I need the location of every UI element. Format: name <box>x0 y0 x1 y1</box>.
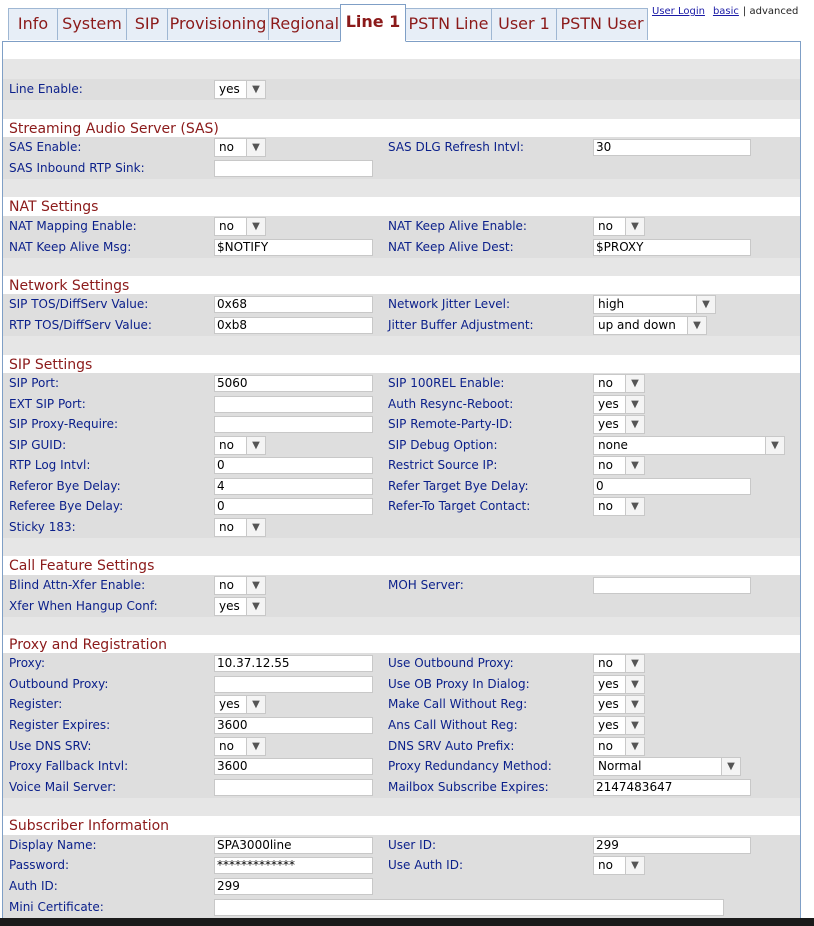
chevron-down-icon: ▼ <box>625 676 644 693</box>
spacer <box>3 100 800 120</box>
jitter-buffer-select[interactable]: up and down ▼ <box>593 316 707 335</box>
user-id-label: User ID: <box>388 838 436 852</box>
spacer <box>3 336 800 356</box>
sip-100rel-label: SIP 100REL Enable: <box>388 376 505 390</box>
use-outbound-proxy-select[interactable]: no ▼ <box>593 654 645 673</box>
row-mini-certificate <box>3 897 800 918</box>
section-call-feature <box>3 556 800 577</box>
sip-remote-party-select[interactable]: yes ▼ <box>593 415 645 434</box>
sas-enable-select[interactable]: no ▼ <box>214 138 266 157</box>
window-bottom-edge <box>0 918 814 926</box>
chevron-down-icon: ▼ <box>625 375 644 392</box>
spacer <box>3 538 800 558</box>
sip-proxy-require-input[interactable] <box>214 416 373 433</box>
tab-pstn-line[interactable]: PSTN Line <box>405 8 492 40</box>
chevron-down-icon: ▼ <box>625 396 644 413</box>
row-referee-bye <box>3 496 800 517</box>
rtp-tos-label: RTP TOS/DiffServ Value: <box>9 318 152 332</box>
refer-target-bye-input[interactable]: 0 <box>593 478 751 495</box>
chevron-down-icon: ▼ <box>625 416 644 433</box>
chevron-down-icon: ▼ <box>765 437 784 454</box>
spacer <box>3 42 800 59</box>
section-title: SIP Settings <box>9 357 93 373</box>
auth-id-label: Auth ID: <box>9 879 58 893</box>
proxy-fallback-label: Proxy Fallback Intvl: <box>9 759 129 773</box>
spacer <box>3 258 800 278</box>
chevron-down-icon: ▼ <box>625 857 644 874</box>
proxy-redundancy-label: Proxy Redundancy Method: <box>388 759 552 773</box>
use-outbound-proxy-label: Use Outbound Proxy: <box>388 656 514 670</box>
ext-sip-port-label: EXT SIP Port: <box>9 397 86 411</box>
row-register <box>3 694 800 715</box>
mini-certificate-input[interactable] <box>214 899 724 916</box>
nat-keepalive-msg-label: NAT Keep Alive Msg: <box>9 240 132 254</box>
row-sip-guid <box>3 435 800 456</box>
tab-system[interactable]: System <box>57 8 127 40</box>
chevron-down-icon: ▼ <box>721 758 740 775</box>
register-expires-input[interactable]: 3600 <box>214 717 373 734</box>
sticky-183-label: Sticky 183: <box>9 520 76 534</box>
row-sticky-183 <box>3 517 800 538</box>
tab-bar <box>0 0 814 42</box>
section-title: Proxy and Registration <box>9 637 168 653</box>
referee-bye-label: Referee Bye Delay: <box>9 499 124 513</box>
register-expires-label: Register Expires: <box>9 718 111 732</box>
sip-tos-input[interactable]: 0x68 <box>214 296 373 313</box>
sip-port-input[interactable]: 5060 <box>214 375 373 392</box>
ans-call-without-reg-label: Ans Call Without Reg: <box>388 718 518 732</box>
nat-keepalive-dest-input[interactable]: $PROXY <box>593 239 751 256</box>
top-links <box>652 6 798 17</box>
nat-mapping-label: NAT Mapping Enable: <box>9 219 137 233</box>
xfer-hangup-label: Xfer When Hangup Conf: <box>9 599 158 613</box>
nat-keepalive-enable-select[interactable]: no ▼ <box>593 217 645 236</box>
sas-inbound-rtp-sink-label: SAS Inbound RTP Sink: <box>9 161 145 175</box>
tab-provisioning[interactable]: Provisioning <box>167 8 269 40</box>
nat-keepalive-dest-label: NAT Keep Alive Dest: <box>388 240 514 254</box>
chevron-down-icon: ▼ <box>625 655 644 672</box>
nat-keepalive-msg-input[interactable]: $NOTIFY <box>214 239 373 256</box>
referor-bye-input[interactable]: 4 <box>214 478 373 495</box>
section-title: Network Settings <box>9 278 130 294</box>
row-voice-mail <box>3 777 800 798</box>
refer-target-bye-label: Refer Target Bye Delay: <box>388 479 529 493</box>
dns-srv-prefix-label: DNS SRV Auto Prefix: <box>388 739 515 753</box>
xfer-hangup-select[interactable]: yes ▼ <box>214 597 266 616</box>
chevron-down-icon: ▼ <box>625 457 644 474</box>
sip-proxy-require-label: SIP Proxy-Require: <box>9 417 119 431</box>
row-proxy <box>3 653 800 674</box>
tab-line-1[interactable]: Line 1 <box>340 4 406 42</box>
use-dns-srv-label: Use DNS SRV: <box>9 739 92 753</box>
line-enable-select[interactable]: yes ▼ <box>214 80 266 99</box>
mailbox-expires-input[interactable]: 2147483647 <box>593 779 751 796</box>
ext-sip-port-input[interactable] <box>214 396 373 413</box>
restrict-source-ip-select[interactable]: no ▼ <box>593 456 645 475</box>
make-call-without-reg-select[interactable]: yes ▼ <box>593 695 645 714</box>
chevron-down-icon: ▼ <box>246 437 265 454</box>
register-select[interactable]: yes ▼ <box>214 695 266 714</box>
spacer <box>3 617 800 637</box>
sas-inbound-rtp-sink-input[interactable] <box>214 160 373 177</box>
section-title: NAT Settings <box>9 199 99 215</box>
line1-settings-panel <box>2 41 801 926</box>
section-title: Streaming Audio Server (SAS) <box>9 121 219 137</box>
chevron-down-icon: ▼ <box>246 81 265 98</box>
row-auth-id <box>3 876 800 897</box>
tab-user-1[interactable]: User 1 <box>491 8 557 40</box>
mini-certificate-label: Mini Certificate: <box>9 900 104 914</box>
row-sas-enable <box>3 137 800 158</box>
sip-100rel-select[interactable]: no ▼ <box>593 374 645 393</box>
user-id-input[interactable]: 299 <box>593 837 751 854</box>
chevron-down-icon: ▼ <box>246 598 265 615</box>
row-blind-xfer <box>3 575 800 596</box>
row-referor-bye <box>3 476 800 497</box>
sip-debug-label: SIP Debug Option: <box>388 438 498 452</box>
restrict-source-ip-label: Restrict Source IP: <box>388 458 498 472</box>
outbound-proxy-input[interactable] <box>214 676 373 693</box>
voice-mail-server-label: Voice Mail Server: <box>9 780 117 794</box>
section-subscriber <box>3 816 800 837</box>
sip-tos-label: SIP TOS/DiffServ Value: <box>9 297 149 311</box>
sip-remote-party-label: SIP Remote-Party-ID: <box>388 417 513 431</box>
section-title: Call Feature Settings <box>9 558 155 574</box>
basic-link[interactable]: basic <box>712 6 739 17</box>
section-nat <box>3 197 800 218</box>
moh-server-label: MOH Server: <box>388 578 464 592</box>
nat-keepalive-enable-label: NAT Keep Alive Enable: <box>388 219 527 233</box>
row-sip-port <box>3 373 800 394</box>
tab-pstn-user[interactable]: PSTN User <box>556 8 648 40</box>
ob-proxy-dialog-label: Use OB Proxy In Dialog: <box>388 677 530 691</box>
line-enable-label: Line Enable: <box>9 82 83 96</box>
register-label: Register: <box>9 697 63 711</box>
row-nat-msg <box>3 237 800 258</box>
row-nat-mapping <box>3 216 800 237</box>
row-display-name <box>3 835 800 856</box>
tab-regional[interactable]: Regional <box>268 8 341 40</box>
section-title: Subscriber Information <box>9 818 170 834</box>
use-auth-id-select[interactable]: no ▼ <box>593 856 645 875</box>
sip-debug-select[interactable]: none ▼ <box>593 436 785 455</box>
nat-mapping-select[interactable]: no ▼ <box>214 217 266 236</box>
chevron-down-icon: ▼ <box>246 696 265 713</box>
advanced-label: | advanced <box>742 6 799 17</box>
moh-server-input[interactable] <box>593 577 751 594</box>
proxy-fallback-input[interactable]: 3600 <box>214 758 373 775</box>
blind-xfer-label: Blind Attn-Xfer Enable: <box>9 578 146 592</box>
row-line-enable <box>3 79 800 100</box>
ans-call-without-reg-select[interactable]: yes ▼ <box>593 716 645 735</box>
chevron-down-icon: ▼ <box>246 519 265 536</box>
chevron-down-icon: ▼ <box>246 738 265 755</box>
spacer <box>3 59 800 79</box>
row-xfer-hangup <box>3 596 800 617</box>
rtp-tos-input[interactable]: 0xb8 <box>214 317 373 334</box>
chevron-down-icon: ▼ <box>625 738 644 755</box>
network-jitter-label: Network Jitter Level: <box>388 297 511 311</box>
proxy-label: Proxy: <box>9 656 46 670</box>
row-register-expires <box>3 715 800 736</box>
referor-bye-label: Referor Bye Delay: <box>9 479 121 493</box>
chevron-down-icon: ▼ <box>625 717 644 734</box>
voice-mail-server-input[interactable] <box>214 779 373 796</box>
refer-to-contact-label: Refer-To Target Contact: <box>388 499 531 513</box>
user-login-link[interactable]: User Login <box>652 6 705 17</box>
auth-resync-label: Auth Resync-Reboot: <box>388 397 514 411</box>
make-call-without-reg-label: Make Call Without Reg: <box>388 697 528 711</box>
sticky-183-select[interactable]: no ▼ <box>214 518 266 537</box>
chevron-down-icon: ▼ <box>246 218 265 235</box>
use-dns-srv-select[interactable]: no ▼ <box>214 737 266 756</box>
row-rtp-log <box>3 455 800 476</box>
sas-enable-label: SAS Enable: <box>9 140 82 154</box>
row-proxy-fallback <box>3 756 800 777</box>
sas-dlg-refresh-input[interactable]: 30 <box>593 139 751 156</box>
sip-guid-label: SIP GUID: <box>9 438 67 452</box>
chevron-down-icon: ▼ <box>625 218 644 235</box>
auth-id-input[interactable]: 299 <box>214 878 373 895</box>
ob-proxy-dialog-select[interactable]: yes ▼ <box>593 675 645 694</box>
row-sip-proxy-require <box>3 414 800 435</box>
display-name-input[interactable]: SPA3000line <box>214 837 373 854</box>
chevron-down-icon: ▼ <box>246 577 265 594</box>
refer-to-contact-select[interactable]: no ▼ <box>593 497 645 516</box>
row-sas-sink <box>3 158 800 179</box>
rtp-log-label: RTP Log Intvl: <box>9 458 91 472</box>
sip-guid-select[interactable]: no ▼ <box>214 436 266 455</box>
chevron-down-icon: ▼ <box>687 317 706 334</box>
proxy-input[interactable]: 10.37.12.55 <box>214 655 373 672</box>
chevron-down-icon: ▼ <box>625 696 644 713</box>
row-dns-srv <box>3 736 800 757</box>
use-auth-id-label: Use Auth ID: <box>388 858 463 872</box>
network-jitter-select[interactable]: high ▼ <box>593 295 716 314</box>
spacer <box>3 798 800 818</box>
tab-sip[interactable]: SIP <box>126 8 168 40</box>
password-label: Password: <box>9 858 70 872</box>
chevron-down-icon: ▼ <box>625 498 644 515</box>
referee-bye-input[interactable]: 0 <box>214 498 373 515</box>
row-password <box>3 855 800 876</box>
chevron-down-icon: ▼ <box>696 296 715 313</box>
sas-dlg-refresh-label: SAS DLG Refresh Intvl: <box>388 140 524 154</box>
row-outbound-proxy <box>3 674 800 695</box>
blind-xfer-select[interactable]: no ▼ <box>214 576 266 595</box>
sip-port-label: SIP Port: <box>9 376 60 390</box>
dns-srv-prefix-select[interactable]: no ▼ <box>593 737 645 756</box>
rtp-log-input[interactable]: 0 <box>214 457 373 474</box>
password-input[interactable]: ************* <box>214 857 373 874</box>
jitter-buffer-label: Jitter Buffer Adjustment: <box>388 318 534 332</box>
mailbox-expires-label: Mailbox Subscribe Expires: <box>388 780 549 794</box>
row-sip-tos <box>3 294 800 315</box>
row-rtp-tos <box>3 315 800 336</box>
outbound-proxy-label: Outbound Proxy: <box>9 677 109 691</box>
spacer <box>3 179 800 199</box>
chevron-down-icon: ▼ <box>246 139 265 156</box>
auth-resync-select[interactable]: yes ▼ <box>593 395 645 414</box>
proxy-redundancy-select[interactable]: Normal ▼ <box>593 757 741 776</box>
tab-info[interactable]: Info <box>8 8 58 40</box>
row-ext-sip-port <box>3 394 800 415</box>
display-name-label: Display Name: <box>9 838 97 852</box>
